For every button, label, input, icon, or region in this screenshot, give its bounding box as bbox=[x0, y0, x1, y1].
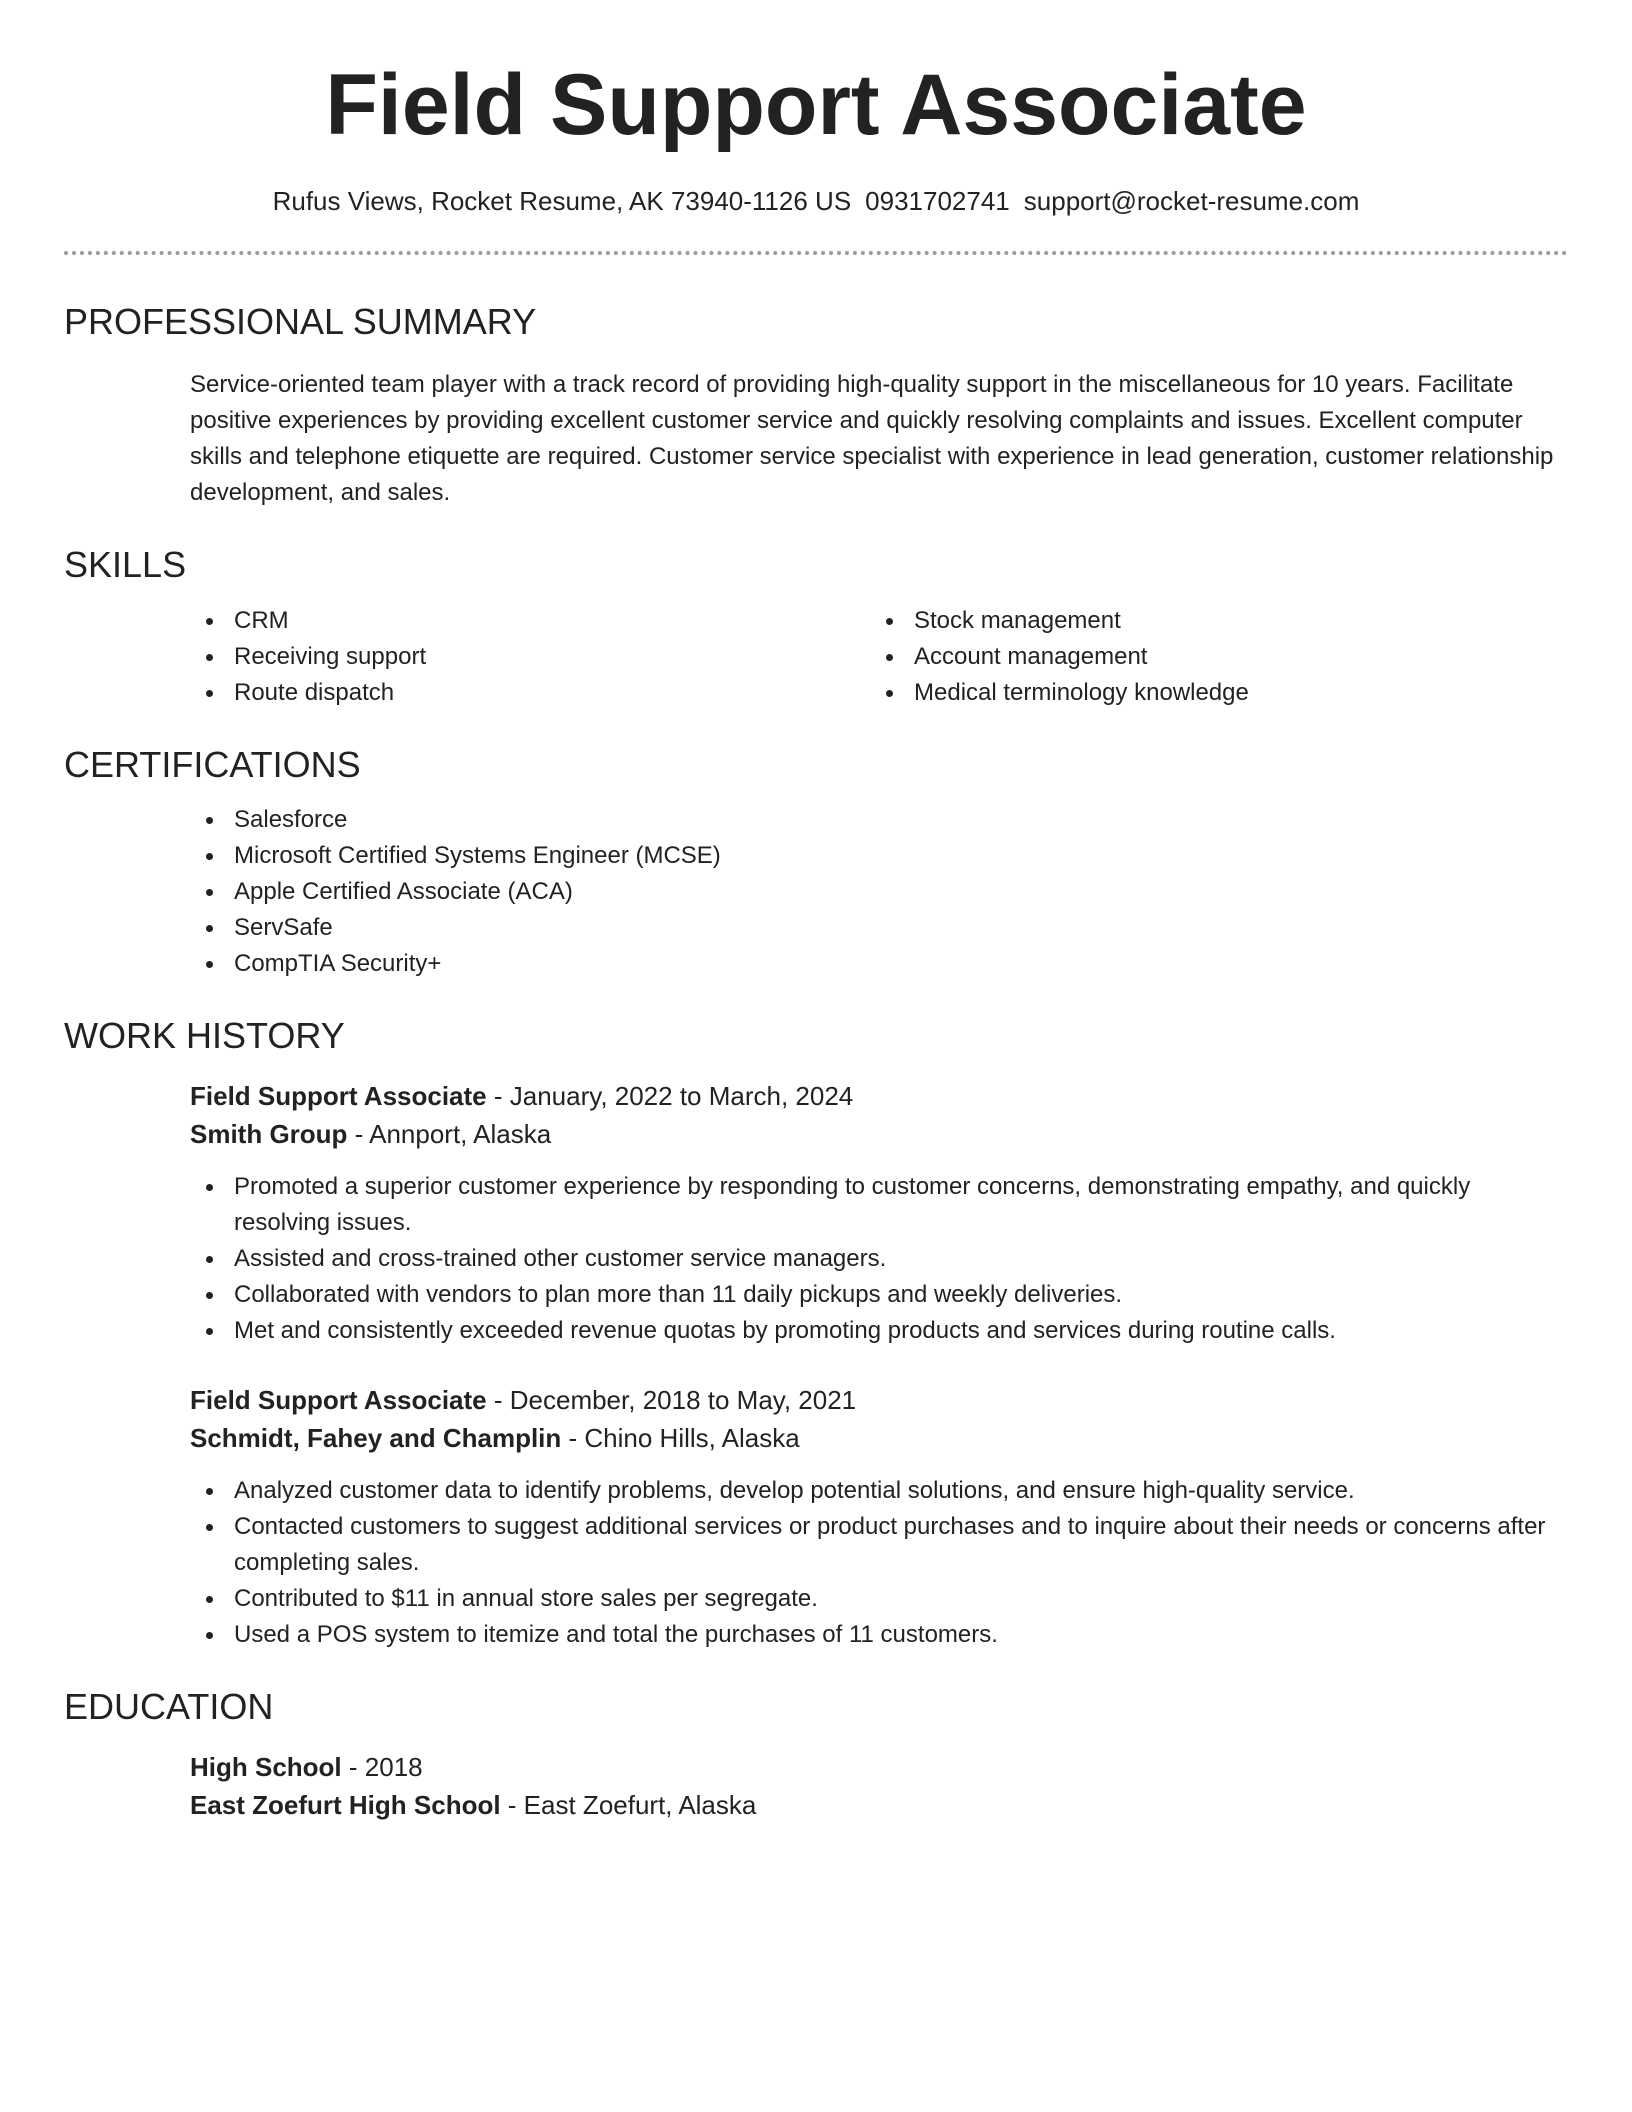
job-entry bbox=[190, 1077, 1568, 1349]
certification-item: CompTIA Security+ bbox=[190, 946, 1568, 982]
contact-line bbox=[64, 186, 1568, 217]
contact-phone: 0931702741 bbox=[865, 186, 1010, 216]
job-dates: - January, 2022 to March, 2024 bbox=[486, 1080, 854, 1111]
certification-item: ServSafe bbox=[190, 910, 1568, 946]
skill-item: Account management bbox=[870, 639, 1550, 675]
section-heading-certifications: CERTIFICATIONS bbox=[64, 743, 361, 785]
skills-column-left bbox=[190, 603, 870, 711]
job-company-line bbox=[190, 1115, 1568, 1153]
education-school-line bbox=[190, 1786, 1568, 1824]
education-degree: High School bbox=[190, 1752, 342, 1783]
job-duty-item: Assisted and cross-trained other customer service managers. bbox=[190, 1241, 1568, 1277]
job-company: Schmidt, Fahey and Champlin bbox=[190, 1422, 562, 1453]
job-duty-item: Contributed to $11 in annual store sales per segregate. bbox=[190, 1581, 1568, 1617]
summary-text: Service-oriented team player with a track record of providing high-quality support in the miscellaneous for 10 years. Facilitate positive experiences by providing excellent customer service and quickly resolving complaints and issues. Excellent computer skills and telephone etiquette are required. Customer service specialist with experience in lead generation, customer relationship development, and sales. bbox=[190, 371, 1554, 507]
skill-item: Receiving support bbox=[190, 639, 870, 675]
education-school: East Zoefurt High School bbox=[190, 1790, 501, 1821]
header-divider bbox=[64, 251, 1568, 255]
skill-item: Medical terminology knowledge bbox=[870, 675, 1550, 711]
certification-item: Microsoft Certified Systems Engineer (MCSE) bbox=[190, 838, 1568, 874]
education-degree-line bbox=[190, 1748, 1568, 1786]
section-heading-summary: PROFESSIONAL SUMMARY bbox=[64, 301, 537, 343]
skill-item: Stock management bbox=[870, 603, 1550, 639]
job-duty-item: Analyzed customer data to identify problems, develop potential solutions, and ensure high-quality service. bbox=[190, 1473, 1568, 1509]
job-duty-item: Met and consistently exceeded revenue quotas by promoting products and services during routine calls. bbox=[190, 1313, 1568, 1349]
job-location: - Chino Hills, Alaska bbox=[561, 1422, 800, 1453]
skills-column-right bbox=[870, 603, 1550, 711]
certification-item: Apple Certified Associate (ACA) bbox=[190, 874, 1568, 910]
section-heading-work-history: WORK HISTORY bbox=[64, 1014, 345, 1056]
skill-item: CRM bbox=[190, 603, 870, 639]
skills-list bbox=[190, 603, 1568, 711]
resume-page bbox=[64, 0, 1568, 1824]
resume-title: Field Support Associate bbox=[325, 57, 1307, 153]
job-duties-list bbox=[190, 1473, 1568, 1653]
skill-item: Route dispatch bbox=[190, 675, 870, 711]
contact-email: support@rocket-resume.com bbox=[1023, 186, 1360, 216]
certification-item: Salesforce bbox=[190, 802, 1568, 838]
job-duties-list bbox=[190, 1169, 1568, 1349]
job-duty-item: Contacted customers to suggest additional services or product purchases and to inquire about their needs or concerns after completing sales. bbox=[190, 1509, 1568, 1581]
contact-address: Rufus Views, Rocket Resume, AK 73940-1126 US bbox=[272, 186, 852, 216]
job-title: Field Support Associate bbox=[190, 1384, 487, 1415]
education-location: - East Zoefurt, Alaska bbox=[500, 1790, 757, 1821]
job-title-line bbox=[190, 1381, 1568, 1419]
job-duty-item: Promoted a superior customer experience by responding to customer concerns, demonstrating empathy, and quickly resolving issues. bbox=[190, 1169, 1568, 1241]
education-year: - 2018 bbox=[341, 1752, 423, 1783]
job-duty-item: Collaborated with vendors to plan more than 11 daily pickups and weekly deliveries. bbox=[190, 1277, 1568, 1313]
section-heading-education: EDUCATION bbox=[64, 1685, 274, 1727]
section-heading-skills: SKILLS bbox=[64, 544, 187, 586]
job-company: Smith Group bbox=[190, 1118, 348, 1149]
job-title-line bbox=[190, 1077, 1568, 1115]
certifications-list bbox=[190, 802, 1568, 982]
job-entry bbox=[190, 1381, 1568, 1653]
education-entry bbox=[190, 1748, 1568, 1824]
job-location: - Annport, Alaska bbox=[347, 1118, 552, 1149]
job-company-line bbox=[190, 1419, 1568, 1457]
job-title: Field Support Associate bbox=[190, 1080, 487, 1111]
job-dates: - December, 2018 to May, 2021 bbox=[486, 1384, 857, 1415]
job-duty-item: Used a POS system to itemize and total the purchases of 11 customers. bbox=[190, 1617, 1568, 1653]
